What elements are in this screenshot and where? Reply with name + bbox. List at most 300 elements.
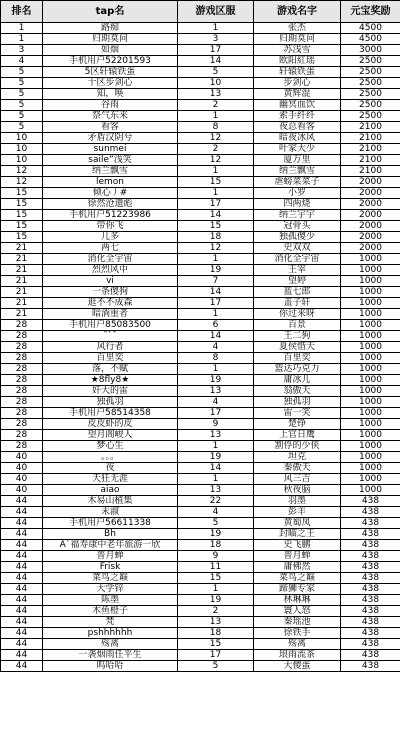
rank-cell: 44 bbox=[1, 584, 43, 595]
reward-cell: 1000 bbox=[341, 485, 400, 496]
table-row bbox=[1, 408, 400, 419]
tap-name-cell: 几多 bbox=[43, 232, 178, 243]
reward-cell: 1000 bbox=[341, 276, 400, 287]
rank-cell: 28 bbox=[1, 408, 43, 419]
game-name-cell: 殇离 bbox=[254, 639, 341, 650]
rank-cell: 21 bbox=[1, 265, 43, 276]
table-row bbox=[1, 221, 400, 232]
server-cell: 12 bbox=[178, 155, 254, 166]
server-cell: 1 bbox=[178, 441, 254, 452]
server-cell: 2 bbox=[178, 100, 254, 111]
game-name-cell: 纳兰宇宇 bbox=[254, 210, 341, 221]
table-row bbox=[1, 243, 400, 254]
game-name-cell: 篮达巧克力 bbox=[254, 364, 341, 375]
rank-cell: 5 bbox=[1, 122, 43, 133]
game-name-cell: 冠骨头 bbox=[254, 221, 341, 232]
tap-name-cell: 皮皮虾的皮 bbox=[43, 419, 178, 430]
game-name-cell: 黄蜀凤 bbox=[254, 518, 341, 529]
server-cell: 4 bbox=[178, 507, 254, 518]
tap-name-cell: 5区轩辕铁蛋 bbox=[43, 67, 178, 78]
game-name-cell: 独孤傻少 bbox=[254, 232, 341, 243]
tap-name-cell: 纳兰飘雪 bbox=[43, 166, 178, 177]
table-row bbox=[1, 199, 400, 210]
server-cell: 10 bbox=[178, 78, 254, 89]
header-reward: 元宝奖励 bbox=[341, 1, 400, 23]
game-name-cell: 百里奕 bbox=[254, 353, 341, 364]
game-name-cell: 幽冥血饮 bbox=[254, 100, 341, 111]
tap-name-cell: 如烟 bbox=[43, 45, 178, 56]
reward-cell: 438 bbox=[341, 606, 400, 617]
rank-cell: 5 bbox=[1, 78, 43, 89]
tap-name-cell: A`福寿康中老年旅游一欣 bbox=[43, 540, 178, 551]
game-name-cell: 轩辕铁蛋 bbox=[254, 67, 341, 78]
server-cell: 14 bbox=[178, 463, 254, 474]
server-cell: 1 bbox=[178, 364, 254, 375]
tap-name-cell: 归期莫问 bbox=[43, 34, 178, 45]
rank-cell: 10 bbox=[1, 133, 43, 144]
rank-cell: 15 bbox=[1, 199, 43, 210]
rank-cell: 28 bbox=[1, 364, 43, 375]
server-cell: 15 bbox=[178, 573, 254, 584]
reward-cell: 2000 bbox=[341, 232, 400, 243]
server-cell: 15 bbox=[178, 221, 254, 232]
table-row bbox=[1, 188, 400, 199]
tap-name-cell: 倾心丿# bbox=[43, 188, 178, 199]
reward-cell: 1000 bbox=[341, 287, 400, 298]
game-name-cell: 秦傲天 bbox=[254, 463, 341, 474]
game-name-cell: 望婷 bbox=[254, 276, 341, 287]
reward-cell: 2100 bbox=[341, 133, 400, 144]
reward-cell: 438 bbox=[341, 628, 400, 639]
server-cell: 5 bbox=[178, 67, 254, 78]
server-cell: 19 bbox=[178, 595, 254, 606]
server-cell: 9 bbox=[178, 419, 254, 430]
tap-name-cell: 梵 bbox=[43, 617, 178, 628]
tap-name-cell: pshhhhhh bbox=[43, 628, 178, 639]
tap-name-cell: 知，唤 bbox=[43, 89, 178, 100]
rank-cell: 40 bbox=[1, 452, 43, 463]
game-name-cell: 史飞鹏 bbox=[254, 540, 341, 551]
server-cell: 1 bbox=[178, 188, 254, 199]
server-cell: 1 bbox=[178, 111, 254, 122]
reward-cell: 438 bbox=[341, 639, 400, 650]
rank-cell: 44 bbox=[1, 661, 43, 672]
reward-cell: 438 bbox=[341, 661, 400, 672]
table-row bbox=[1, 155, 400, 166]
table-row bbox=[1, 375, 400, 386]
server-cell: 13 bbox=[178, 617, 254, 628]
server-cell: 1 bbox=[178, 23, 254, 34]
table-row bbox=[1, 419, 400, 430]
server-cell: 18 bbox=[178, 232, 254, 243]
tap-name-cell: ★8fly8★ bbox=[43, 375, 178, 386]
reward-cell: 1000 bbox=[341, 320, 400, 331]
rank-cell: 28 bbox=[1, 375, 43, 386]
game-name-cell: 步剑心 bbox=[254, 78, 341, 89]
tap-name-cell: 夜 bbox=[43, 463, 178, 474]
reward-cell: 1000 bbox=[341, 342, 400, 353]
rank-cell: 44 bbox=[1, 573, 43, 584]
tap-name-cell: 普月蝉 bbox=[43, 551, 178, 562]
tap-name-cell: 带你飞 bbox=[43, 221, 178, 232]
rank-cell: 28 bbox=[1, 441, 43, 452]
table-row bbox=[1, 463, 400, 474]
game-name-cell: 菜鸟之巅 bbox=[254, 573, 341, 584]
server-cell: 15 bbox=[178, 177, 254, 188]
tap-name-cell: 奸大的雷 bbox=[43, 386, 178, 397]
rank-cell: 1 bbox=[1, 23, 43, 34]
rank-cell: 21 bbox=[1, 309, 43, 320]
reward-cell: 1000 bbox=[341, 364, 400, 375]
reward-cell: 1000 bbox=[341, 375, 400, 386]
header-server: 游戏区服 bbox=[178, 1, 254, 23]
server-cell: 1 bbox=[178, 309, 254, 320]
game-name-cell: 雷一笑 bbox=[254, 408, 341, 419]
tap-name-cell: lemon bbox=[43, 177, 178, 188]
tap-name-cell: 手机用户51223986 bbox=[43, 210, 178, 221]
tap-name-cell: 路痴 bbox=[43, 23, 178, 34]
rank-cell: 28 bbox=[1, 353, 43, 364]
reward-cell: 4500 bbox=[341, 23, 400, 34]
tap-name-cell: 暗淌重者 bbox=[43, 309, 178, 320]
table-row bbox=[1, 584, 400, 595]
reward-cell: 438 bbox=[341, 551, 400, 562]
rank-cell: 21 bbox=[1, 287, 43, 298]
rank-cell: 28 bbox=[1, 386, 43, 397]
rank-cell: 40 bbox=[1, 485, 43, 496]
server-cell: 4 bbox=[178, 342, 254, 353]
tap-name-cell: 。。。 bbox=[43, 452, 178, 463]
table-row bbox=[1, 254, 400, 265]
table-row bbox=[1, 298, 400, 309]
server-cell: 18 bbox=[178, 628, 254, 639]
table-row bbox=[1, 485, 400, 496]
reward-cell: 1000 bbox=[341, 430, 400, 441]
game-name-cell: 史双双 bbox=[254, 243, 341, 254]
game-name-cell: 割俘的少侠 bbox=[254, 441, 341, 452]
reward-cell: 438 bbox=[341, 496, 400, 507]
tap-name-cell: 菜鸟之巅 bbox=[43, 573, 178, 584]
table-row bbox=[1, 111, 400, 122]
rank-cell: 21 bbox=[1, 254, 43, 265]
reward-cell: 2500 bbox=[341, 56, 400, 67]
reward-cell: 2000 bbox=[341, 210, 400, 221]
table-row bbox=[1, 309, 400, 320]
tap-name-cell: 逛不不成森 bbox=[43, 298, 178, 309]
reward-cell: 438 bbox=[341, 650, 400, 661]
reward-cell: 1000 bbox=[341, 397, 400, 408]
reward-cell: 438 bbox=[341, 573, 400, 584]
game-name-cell: 夏侯惜天 bbox=[254, 342, 341, 353]
table-row bbox=[1, 133, 400, 144]
reward-cell: 1000 bbox=[341, 298, 400, 309]
tap-name-cell: 陈墨 bbox=[43, 595, 178, 606]
reward-cell: 2000 bbox=[341, 243, 400, 254]
rank-cell: 5 bbox=[1, 67, 43, 78]
table-row bbox=[1, 353, 400, 364]
table-body bbox=[1, 23, 400, 672]
table-row bbox=[1, 639, 400, 650]
server-cell: 18 bbox=[178, 540, 254, 551]
game-name-cell: 消化全宇宙 bbox=[254, 254, 341, 265]
tap-name-cell: 手机用户52201593 bbox=[43, 56, 178, 67]
reward-cell: 438 bbox=[341, 617, 400, 628]
game-name-cell: 纳兰飘雪 bbox=[254, 166, 341, 177]
server-cell: 8 bbox=[178, 353, 254, 364]
table-row bbox=[1, 661, 400, 672]
rank-cell: 28 bbox=[1, 397, 43, 408]
rank-cell: 10 bbox=[1, 155, 43, 166]
reward-cell: 2100 bbox=[341, 166, 400, 177]
tap-name-cell: 风行者 bbox=[43, 342, 178, 353]
rank-cell: 40 bbox=[1, 474, 43, 485]
table-row bbox=[1, 342, 400, 353]
table-row bbox=[1, 177, 400, 188]
rank-cell: 5 bbox=[1, 111, 43, 122]
server-cell: 19 bbox=[178, 375, 254, 386]
tap-name-cell: Frisk bbox=[43, 562, 178, 573]
rank-cell: 44 bbox=[1, 529, 43, 540]
table-row bbox=[1, 78, 400, 89]
table-row bbox=[1, 364, 400, 375]
table-row bbox=[1, 67, 400, 78]
server-cell: 15 bbox=[178, 639, 254, 650]
rank-cell: 44 bbox=[1, 617, 43, 628]
rank-cell: 44 bbox=[1, 650, 43, 661]
table-row bbox=[1, 166, 400, 177]
rank-cell: 21 bbox=[1, 276, 43, 287]
tap-name-cell: 呜哈哈 bbox=[43, 661, 178, 672]
table-row bbox=[1, 518, 400, 529]
reward-cell: 4500 bbox=[341, 34, 400, 45]
rank-cell: 5 bbox=[1, 100, 43, 111]
reward-cell: 2500 bbox=[341, 89, 400, 100]
game-name-cell: 盖子轩 bbox=[254, 298, 341, 309]
table-row bbox=[1, 320, 400, 331]
game-name-cell: 黄辉混 bbox=[254, 89, 341, 100]
header-game-name: 游戏名字 bbox=[254, 1, 341, 23]
reward-cell: 1000 bbox=[341, 441, 400, 452]
rank-cell: 44 bbox=[1, 496, 43, 507]
server-cell: 1 bbox=[178, 584, 254, 595]
server-cell: 14 bbox=[178, 331, 254, 342]
server-cell: 2 bbox=[178, 144, 254, 155]
game-name-cell: 叶家大少 bbox=[254, 144, 341, 155]
rank-cell: 44 bbox=[1, 639, 43, 650]
reward-cell: 1000 bbox=[341, 353, 400, 364]
server-cell: 6 bbox=[178, 320, 254, 331]
table-row bbox=[1, 276, 400, 287]
rank-cell: 1 bbox=[1, 34, 43, 45]
server-cell: 4 bbox=[178, 397, 254, 408]
table-row bbox=[1, 540, 400, 551]
server-cell: 3 bbox=[178, 34, 254, 45]
game-name-cell: 普月蝉 bbox=[254, 551, 341, 562]
table-row bbox=[1, 232, 400, 243]
reward-cell: 2000 bbox=[341, 221, 400, 232]
table-row bbox=[1, 23, 400, 34]
game-name-cell: 庸冰儿 bbox=[254, 375, 341, 386]
rank-cell: 5 bbox=[1, 89, 43, 100]
server-cell: 19 bbox=[178, 265, 254, 276]
table-row bbox=[1, 34, 400, 45]
game-name-cell: 欧阳紅瑶 bbox=[254, 56, 341, 67]
server-cell: 17 bbox=[178, 199, 254, 210]
reward-cell: 1000 bbox=[341, 419, 400, 430]
tap-name-cell: aiao bbox=[43, 485, 178, 496]
game-name-cell: 小罗 bbox=[254, 188, 341, 199]
tap-name-cell: 矛盾汉阴兮 bbox=[43, 133, 178, 144]
reward-cell: 2000 bbox=[341, 199, 400, 210]
rank-cell: 28 bbox=[1, 430, 43, 441]
server-cell: 12 bbox=[178, 243, 254, 254]
game-name-cell: 寰人怒 bbox=[254, 606, 341, 617]
reward-cell: 438 bbox=[341, 584, 400, 595]
game-name-cell: 百景 bbox=[254, 320, 341, 331]
game-name-cell: 厦万里 bbox=[254, 155, 341, 166]
reward-cell: 2100 bbox=[341, 122, 400, 133]
game-name-cell: 楚铮 bbox=[254, 419, 341, 430]
reward-cell: 1000 bbox=[341, 463, 400, 474]
rank-cell: 44 bbox=[1, 628, 43, 639]
game-name-cell: 坦克 bbox=[254, 452, 341, 463]
game-name-cell: 王二狗 bbox=[254, 331, 341, 342]
reward-cell: 2100 bbox=[341, 155, 400, 166]
reward-cell: 2500 bbox=[341, 78, 400, 89]
rank-cell: 28 bbox=[1, 320, 43, 331]
tap-name-cell: 手机用户56611338 bbox=[43, 518, 178, 529]
game-name-cell: 庸佛然 bbox=[254, 562, 341, 573]
tap-name-cell: 梦心生 bbox=[43, 441, 178, 452]
tap-name-cell: sunmei bbox=[43, 144, 178, 155]
tap-name-cell: 木鱼橙子 bbox=[43, 606, 178, 617]
reward-cell: 1000 bbox=[341, 309, 400, 320]
server-cell: 14 bbox=[178, 287, 254, 298]
reward-cell: 1000 bbox=[341, 474, 400, 485]
reward-cell: 2000 bbox=[341, 177, 400, 188]
server-cell: 8 bbox=[178, 122, 254, 133]
game-name-cell: 四两烧 bbox=[254, 199, 341, 210]
game-name-cell: 秦瑶池 bbox=[254, 617, 341, 628]
server-cell: 22 bbox=[178, 496, 254, 507]
rank-cell: 44 bbox=[1, 551, 43, 562]
header-tap-name: tap名 bbox=[43, 1, 178, 23]
rank-cell: 4 bbox=[1, 56, 43, 67]
table-row bbox=[1, 452, 400, 463]
table-row bbox=[1, 617, 400, 628]
table-row bbox=[1, 474, 400, 485]
table-row bbox=[1, 287, 400, 298]
rank-cell: 10 bbox=[1, 144, 43, 155]
tap-name-cell: 两七 bbox=[43, 243, 178, 254]
tap-name-cell: 手机用户85083500 bbox=[43, 320, 178, 331]
tap-name-cell: 百里奕 bbox=[43, 353, 178, 364]
tap-name-cell: 大学锌 bbox=[43, 584, 178, 595]
game-name-cell: 独孤羽 bbox=[254, 397, 341, 408]
rank-cell: 15 bbox=[1, 232, 43, 243]
game-name-cell: 风三吉 bbox=[254, 474, 341, 485]
reward-cell: 438 bbox=[341, 518, 400, 529]
tap-name-cell: 烈烈风中 bbox=[43, 265, 178, 276]
reward-cell: 438 bbox=[341, 595, 400, 606]
rank-cell: 21 bbox=[1, 243, 43, 254]
server-cell: 13 bbox=[178, 485, 254, 496]
table-row bbox=[1, 573, 400, 584]
rank-cell: 44 bbox=[1, 540, 43, 551]
server-cell: 14 bbox=[178, 210, 254, 221]
table-row bbox=[1, 265, 400, 276]
server-cell: 1 bbox=[178, 474, 254, 485]
rank-cell: 44 bbox=[1, 606, 43, 617]
rank-cell: 44 bbox=[1, 562, 43, 573]
tap-name-cell: 谷雨 bbox=[43, 100, 178, 111]
reward-cell: 2000 bbox=[341, 188, 400, 199]
table-row bbox=[1, 397, 400, 408]
reward-cell: 2500 bbox=[341, 111, 400, 122]
reward-cell: 1000 bbox=[341, 254, 400, 265]
rank-cell: 28 bbox=[1, 342, 43, 353]
reward-cell: 2500 bbox=[341, 67, 400, 78]
game-name-cell: 上官日鹰 bbox=[254, 430, 341, 441]
rank-cell: 15 bbox=[1, 188, 43, 199]
game-name-cell: 琅雨流茶 bbox=[254, 650, 341, 661]
rank-cell: 44 bbox=[1, 507, 43, 518]
server-cell: 17 bbox=[178, 650, 254, 661]
rank-cell: 44 bbox=[1, 518, 43, 529]
tap-name-cell: 消化全宇宙 bbox=[43, 254, 178, 265]
server-cell: 1 bbox=[178, 166, 254, 177]
reward-cell: 1000 bbox=[341, 452, 400, 463]
reward-cell: 1000 bbox=[341, 265, 400, 276]
server-cell: 9 bbox=[178, 551, 254, 562]
game-name-cell: 苏浅雪 bbox=[254, 45, 341, 56]
server-cell: 1 bbox=[178, 254, 254, 265]
table-row bbox=[1, 507, 400, 518]
game-name-cell: 蹄狮专家 bbox=[254, 584, 341, 595]
tap-name-cell: 望月阁峻人 bbox=[43, 430, 178, 441]
game-name-cell: 羽墨 bbox=[254, 496, 341, 507]
table-row bbox=[1, 496, 400, 507]
table-row bbox=[1, 551, 400, 562]
table-row bbox=[1, 210, 400, 221]
tap-name-cell: 天狂无涯 bbox=[43, 474, 178, 485]
reward-cell: 1000 bbox=[341, 331, 400, 342]
table-row bbox=[1, 650, 400, 661]
reward-cell: 2500 bbox=[341, 100, 400, 111]
table-row bbox=[1, 89, 400, 100]
table-row bbox=[1, 606, 400, 617]
game-name-cell: 夜总看客 bbox=[254, 122, 341, 133]
server-cell: 17 bbox=[178, 408, 254, 419]
table-row bbox=[1, 441, 400, 452]
reward-cell: 3000 bbox=[341, 45, 400, 56]
tap-name-cell: 徐然沧遗彪 bbox=[43, 199, 178, 210]
table-row bbox=[1, 628, 400, 639]
rank-cell: 15 bbox=[1, 210, 43, 221]
table-row bbox=[1, 45, 400, 56]
server-cell: 11 bbox=[178, 562, 254, 573]
table-row bbox=[1, 100, 400, 111]
reward-cell: 438 bbox=[341, 540, 400, 551]
game-name-cell: 秋夜脑 bbox=[254, 485, 341, 496]
reward-cell: 1000 bbox=[341, 408, 400, 419]
table-row bbox=[1, 122, 400, 133]
game-name-cell: 你过来呀 bbox=[254, 309, 341, 320]
tap-name-cell: saile”浅笑 bbox=[43, 155, 178, 166]
tap-name-cell: Bh bbox=[43, 529, 178, 540]
reward-cell: 438 bbox=[341, 562, 400, 573]
rank-cell: 28 bbox=[1, 419, 43, 430]
